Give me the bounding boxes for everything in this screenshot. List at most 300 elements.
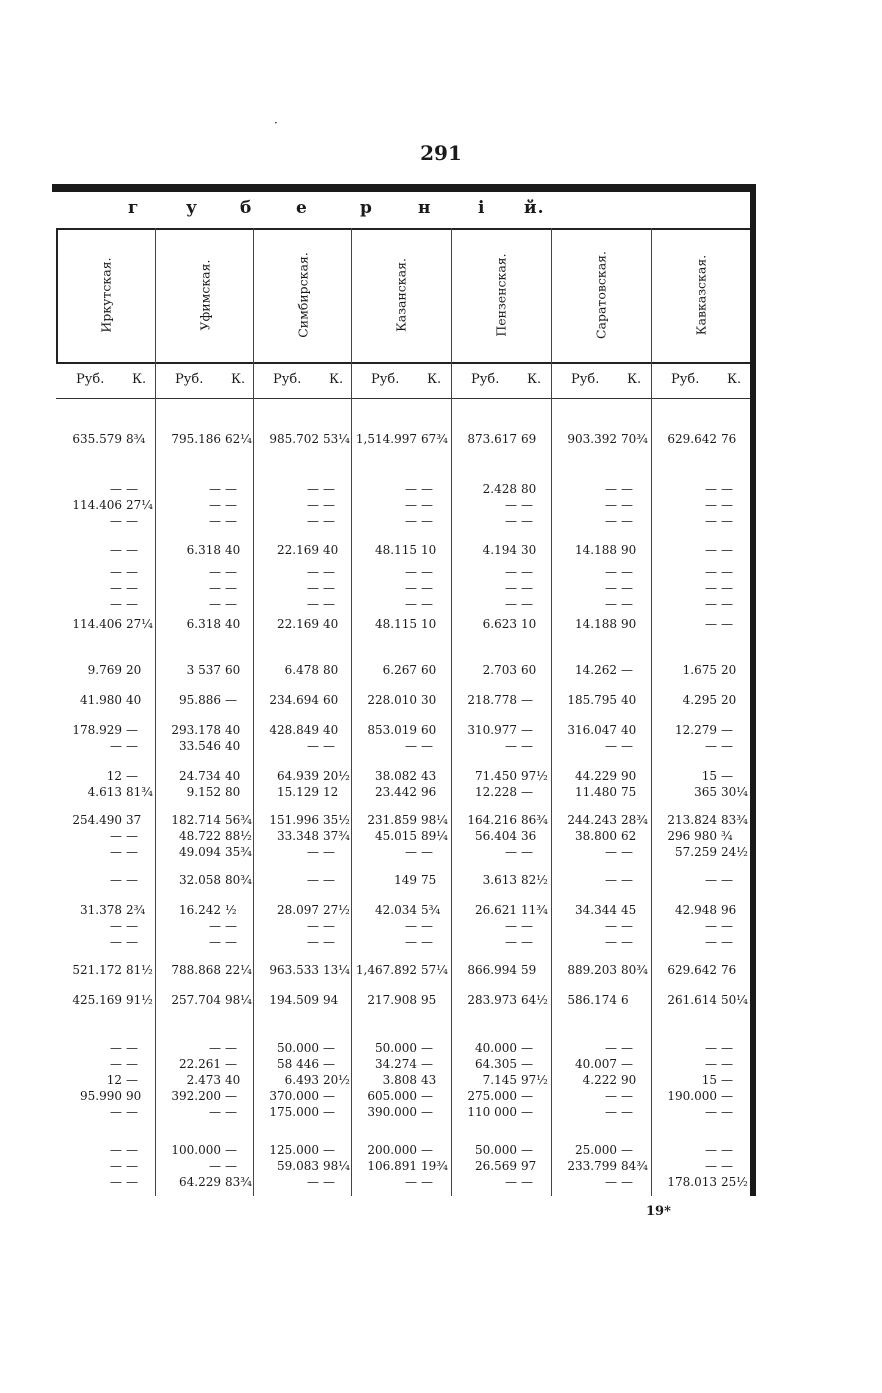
amount-rubles: — bbox=[209, 1041, 221, 1055]
unit-kop: К. bbox=[427, 372, 442, 387]
amount-kopecks: — bbox=[225, 919, 237, 933]
amount-kopecks: 59 bbox=[521, 963, 537, 977]
amount-rubles: 392.200 bbox=[171, 1089, 221, 1103]
amount-rubles: 6.623 bbox=[482, 617, 517, 631]
amount-rubles: 22.169 bbox=[277, 543, 319, 557]
amount-rubles: 200.000 bbox=[367, 1143, 417, 1157]
amount-kopecks: — bbox=[521, 1041, 533, 1055]
amount-kopecks: — bbox=[621, 1089, 633, 1103]
amount-kopecks: — bbox=[323, 935, 335, 949]
amount-rubles: — bbox=[110, 845, 122, 859]
amount-kopecks: 80 bbox=[521, 482, 537, 496]
amount-rubles: 244.243 bbox=[567, 813, 617, 827]
amount-kopecks: — bbox=[126, 829, 138, 843]
amount-kopecks: — bbox=[225, 597, 237, 611]
amount-kopecks: 94 bbox=[323, 993, 339, 1007]
amount-kopecks: — bbox=[521, 514, 533, 528]
amount-kopecks: 40 bbox=[621, 723, 637, 737]
amount-rubles: — bbox=[209, 482, 221, 496]
amount-kopecks: — bbox=[721, 1105, 733, 1119]
amount-kopecks: — bbox=[225, 693, 237, 707]
amount-rubles: 11.480 bbox=[575, 785, 617, 799]
amount-kopecks: 75 bbox=[621, 785, 637, 799]
amount-rubles: 95.990 bbox=[80, 1089, 122, 1103]
amount-kopecks: — bbox=[323, 1143, 335, 1157]
amount-kopecks: 50¼ bbox=[721, 993, 748, 1007]
amount-kopecks: 90 bbox=[621, 1073, 637, 1087]
column-divider bbox=[253, 228, 254, 1196]
amount-rubles: — bbox=[705, 482, 717, 496]
amount-rubles: — bbox=[307, 498, 319, 512]
amount-rubles: — bbox=[405, 935, 417, 949]
amount-rubles: 50.000 bbox=[475, 1143, 517, 1157]
amount-kopecks: — bbox=[421, 919, 433, 933]
amount-kopecks: — bbox=[421, 482, 433, 496]
amount-rubles: — bbox=[405, 581, 417, 595]
amount-rubles: 48.115 bbox=[375, 617, 417, 631]
amount-kopecks: — bbox=[421, 935, 433, 949]
amount-kopecks: 10 bbox=[421, 617, 437, 631]
amount-kopecks: 62 bbox=[621, 829, 637, 843]
amount-kopecks: — bbox=[323, 1089, 335, 1103]
amount-kopecks: — bbox=[521, 1143, 533, 1157]
amount-rubles: 218.778 bbox=[467, 693, 517, 707]
amount-rubles: — bbox=[505, 1175, 517, 1189]
column-header bbox=[155, 232, 255, 358]
unit-kop: К. bbox=[231, 372, 246, 387]
amount-rubles: 521.172 bbox=[72, 963, 122, 977]
amount-kopecks: 27¼ bbox=[126, 498, 153, 512]
amount-rubles: — bbox=[110, 919, 122, 933]
amount-rubles: 175.000 bbox=[269, 1105, 319, 1119]
amount-kopecks: — bbox=[721, 769, 733, 783]
amount-kopecks: 96 bbox=[721, 903, 737, 917]
amount-kopecks: 20 bbox=[126, 663, 142, 677]
amount-rubles: 1.675 bbox=[682, 663, 717, 677]
amount-rubles: — bbox=[110, 565, 122, 579]
amount-kopecks: — bbox=[521, 693, 533, 707]
amount-rubles: 23.442 bbox=[375, 785, 417, 799]
amount-rubles: 903.392 bbox=[567, 432, 617, 446]
amount-rubles: 231.859 bbox=[367, 813, 417, 827]
amount-rubles: — bbox=[605, 1089, 617, 1103]
amount-rubles: — bbox=[209, 919, 221, 933]
amount-rubles: 14.188 bbox=[575, 543, 617, 557]
header-rule bbox=[56, 228, 750, 230]
amount-rubles: — bbox=[705, 1041, 717, 1055]
amount-rubles: — bbox=[705, 873, 717, 887]
amount-rubles: — bbox=[705, 565, 717, 579]
amount-kopecks: — bbox=[521, 597, 533, 611]
amount-kopecks: — bbox=[521, 498, 533, 512]
amount-rubles: 100.000 bbox=[171, 1143, 221, 1157]
amount-rubles: 217.908 bbox=[367, 993, 417, 1007]
amount-rubles: 12.228 bbox=[475, 785, 517, 799]
amount-kopecks: — bbox=[126, 543, 138, 557]
amount-kopecks: — bbox=[126, 769, 138, 783]
amount-rubles: 194.509 bbox=[269, 993, 319, 1007]
amount-kopecks: — bbox=[721, 1089, 733, 1103]
amount-kopecks: 82½ bbox=[521, 873, 548, 887]
amount-rubles: — bbox=[209, 935, 221, 949]
amount-rubles: — bbox=[307, 935, 319, 949]
amount-rubles: — bbox=[110, 543, 122, 557]
amount-rubles: — bbox=[110, 935, 122, 949]
unit-rub: Руб. bbox=[371, 372, 400, 387]
amount-kopecks: — bbox=[721, 498, 733, 512]
amount-rubles: 14.188 bbox=[575, 617, 617, 631]
amount-rubles: — bbox=[605, 597, 617, 611]
amount-kopecks: 60 bbox=[421, 663, 437, 677]
amount-rubles: — bbox=[307, 514, 319, 528]
amount-rubles: 185.795 bbox=[567, 693, 617, 707]
amount-rubles: 425.169 bbox=[72, 993, 122, 1007]
amount-rubles: — bbox=[209, 498, 221, 512]
amount-kopecks: 95 bbox=[421, 993, 437, 1007]
amount-rubles: — bbox=[110, 1105, 122, 1119]
amount-kopecks: — bbox=[521, 723, 533, 737]
amount-kopecks: — bbox=[126, 1175, 138, 1189]
amount-rubles: — bbox=[705, 498, 717, 512]
amount-kopecks: 56¾ bbox=[225, 813, 252, 827]
amount-kopecks: — bbox=[225, 935, 237, 949]
amount-kopecks: 8¾ bbox=[126, 432, 146, 446]
amount-kopecks: 6 bbox=[621, 993, 629, 1007]
amount-kopecks: — bbox=[126, 935, 138, 949]
amount-rubles: — bbox=[307, 873, 319, 887]
amount-rubles: 190.000 bbox=[667, 1089, 717, 1103]
amount-kopecks: 90 bbox=[621, 769, 637, 783]
amount-rubles: 4.222 bbox=[582, 1073, 617, 1087]
amount-rubles: 31.378 bbox=[80, 903, 122, 917]
column-header bbox=[56, 232, 156, 358]
amount-kopecks: — bbox=[126, 1105, 138, 1119]
amount-kopecks: 75 bbox=[421, 873, 437, 887]
amount-rubles: 22.261 bbox=[179, 1057, 221, 1071]
amount-rubles: 6.478 bbox=[284, 663, 319, 677]
amount-kopecks: — bbox=[126, 581, 138, 595]
amount-kopecks: — bbox=[721, 617, 733, 631]
title-letter: н bbox=[418, 198, 432, 218]
amount-rubles: — bbox=[209, 597, 221, 611]
column-divider bbox=[651, 228, 652, 1196]
amount-kopecks: 19¾ bbox=[421, 1159, 448, 1173]
amount-kopecks: 69 bbox=[521, 432, 537, 446]
amount-kopecks: 98¼ bbox=[421, 813, 448, 827]
amount-rubles: 57.259 bbox=[675, 845, 717, 859]
amount-kopecks: — bbox=[323, 514, 335, 528]
amount-kopecks: — bbox=[323, 498, 335, 512]
amount-rubles: 95.886 bbox=[179, 693, 221, 707]
amount-rubles: — bbox=[307, 919, 319, 933]
column-header-label: Иркутская. bbox=[98, 257, 114, 333]
column-header bbox=[451, 232, 551, 358]
footer-signature: 19* bbox=[646, 1204, 671, 1219]
amount-rubles: 50.000 bbox=[375, 1041, 417, 1055]
amount-rubles: 7.145 bbox=[482, 1073, 517, 1087]
amount-rubles: — bbox=[307, 597, 319, 611]
amount-rubles: 228.010 bbox=[367, 693, 417, 707]
amount-kopecks: — bbox=[721, 581, 733, 595]
amount-rubles: 635.579 bbox=[72, 432, 122, 446]
amount-rubles: — bbox=[209, 581, 221, 595]
title-letter: і bbox=[478, 198, 486, 218]
amount-rubles: — bbox=[209, 1159, 221, 1173]
amount-rubles: — bbox=[307, 565, 319, 579]
amount-rubles: — bbox=[605, 581, 617, 595]
amount-kopecks: — bbox=[421, 1175, 433, 1189]
amount-rubles: 4.295 bbox=[682, 693, 717, 707]
amount-kopecks: — bbox=[621, 1041, 633, 1055]
amount-rubles: 48.722 bbox=[179, 829, 221, 843]
amount-rubles: 6.318 bbox=[186, 543, 221, 557]
amount-kopecks: — bbox=[721, 1041, 733, 1055]
amount-kopecks: — bbox=[421, 739, 433, 753]
amount-rubles: 296 980 bbox=[667, 829, 717, 843]
amount-rubles: — bbox=[505, 565, 517, 579]
amount-rubles: — bbox=[605, 498, 617, 512]
amount-kopecks: — bbox=[126, 514, 138, 528]
column-header bbox=[253, 232, 353, 358]
amount-rubles: 42.034 bbox=[375, 903, 417, 917]
amount-kopecks: — bbox=[721, 739, 733, 753]
column-header-label: Казанская. bbox=[393, 258, 409, 332]
amount-kopecks: 40 bbox=[225, 617, 241, 631]
amount-rubles: 795.186 bbox=[171, 432, 221, 446]
amount-rubles: — bbox=[307, 739, 319, 753]
amount-rubles: 12.279 bbox=[675, 723, 717, 737]
amount-kopecks: 37¾ bbox=[323, 829, 350, 843]
amount-rubles: 3 537 bbox=[186, 663, 221, 677]
amount-rubles: 64.229 bbox=[179, 1175, 221, 1189]
amount-kopecks: — bbox=[621, 597, 633, 611]
title-letter: р bbox=[360, 198, 373, 218]
amount-rubles: — bbox=[110, 1175, 122, 1189]
amount-rubles: 56.404 bbox=[475, 829, 517, 843]
amount-kopecks: — bbox=[323, 1105, 335, 1119]
amount-rubles: — bbox=[505, 739, 517, 753]
amount-rubles: — bbox=[209, 1105, 221, 1119]
amount-rubles: 125.000 bbox=[269, 1143, 319, 1157]
amount-kopecks: — bbox=[521, 1089, 533, 1103]
amount-kopecks: 11¾ bbox=[521, 903, 548, 917]
unit-kop: К. bbox=[727, 372, 742, 387]
amount-rubles: 28.097 bbox=[277, 903, 319, 917]
amount-kopecks: 60 bbox=[225, 663, 241, 677]
amount-rubles: 151.996 bbox=[269, 813, 319, 827]
amount-rubles: 370.000 bbox=[269, 1089, 319, 1103]
amount-rubles: 788.868 bbox=[171, 963, 221, 977]
amount-rubles: — bbox=[110, 1143, 122, 1157]
amount-rubles: — bbox=[110, 581, 122, 595]
amount-rubles: — bbox=[405, 498, 417, 512]
amount-kopecks: — bbox=[323, 739, 335, 753]
column-header-label: Симбирская. bbox=[295, 252, 311, 338]
amount-rubles: 6.318 bbox=[186, 617, 221, 631]
amount-rubles: — bbox=[405, 597, 417, 611]
amount-kopecks: 98¼ bbox=[323, 1159, 350, 1173]
amount-rubles: 34.344 bbox=[575, 903, 617, 917]
amount-rubles: 889.203 bbox=[567, 963, 617, 977]
amount-kopecks: 27¼ bbox=[126, 617, 153, 631]
amount-kopecks: 40 bbox=[225, 543, 241, 557]
amount-rubles: 866.994 bbox=[467, 963, 517, 977]
amount-rubles: 9.152 bbox=[186, 785, 221, 799]
amount-rubles: — bbox=[110, 1041, 122, 1055]
column-divider bbox=[155, 228, 156, 1196]
column-divider bbox=[451, 228, 452, 1196]
amount-rubles: 586.174 bbox=[567, 993, 617, 1007]
amount-rubles: — bbox=[405, 482, 417, 496]
column-divider bbox=[551, 228, 552, 1196]
amount-kopecks: 81½ bbox=[126, 963, 153, 977]
amount-kopecks: 37 bbox=[126, 813, 142, 827]
amount-rubles: 114.406 bbox=[72, 617, 122, 631]
amount-rubles: 234.694 bbox=[269, 693, 319, 707]
amount-kopecks: 97½ bbox=[521, 769, 548, 783]
amount-kopecks: 80¾ bbox=[621, 963, 648, 977]
amount-rubles: — bbox=[505, 597, 517, 611]
column-header bbox=[351, 232, 451, 358]
amount-rubles: 390.000 bbox=[367, 1105, 417, 1119]
amount-rubles: 149 bbox=[394, 873, 417, 887]
amount-kopecks: 30¼ bbox=[721, 785, 748, 799]
amount-rubles: — bbox=[110, 514, 122, 528]
amount-rubles: 428.849 bbox=[269, 723, 319, 737]
page-number: 291 bbox=[420, 141, 462, 165]
amount-kopecks: — bbox=[521, 845, 533, 859]
amount-kopecks: — bbox=[621, 1105, 633, 1119]
amount-rubles: — bbox=[505, 498, 517, 512]
column-header-label: Уфимская. bbox=[197, 259, 213, 331]
amount-kopecks: 80¾ bbox=[225, 873, 252, 887]
amount-rubles: 1,514.997 bbox=[355, 432, 417, 446]
amount-kopecks: — bbox=[621, 919, 633, 933]
amount-rubles: — bbox=[405, 1175, 417, 1189]
title-letter: й. bbox=[524, 198, 545, 218]
amount-kopecks: 57¼ bbox=[421, 963, 448, 977]
amount-kopecks: — bbox=[323, 1175, 335, 1189]
amount-kopecks: — bbox=[621, 1175, 633, 1189]
column-header bbox=[651, 232, 751, 358]
column-header-label: Кавказская. bbox=[693, 254, 709, 336]
amount-kopecks: — bbox=[126, 845, 138, 859]
amount-kopecks: — bbox=[421, 514, 433, 528]
amount-rubles: — bbox=[405, 565, 417, 579]
amount-rubles: 15.129 bbox=[277, 785, 319, 799]
stray-mark: · bbox=[274, 116, 278, 130]
amount-rubles: — bbox=[405, 845, 417, 859]
amount-kopecks: — bbox=[621, 482, 633, 496]
amount-rubles: 26.569 bbox=[475, 1159, 517, 1173]
amount-kopecks: — bbox=[126, 1143, 138, 1157]
amount-rubles: 32.058 bbox=[179, 873, 221, 887]
top-rule bbox=[52, 184, 755, 192]
amount-kopecks: — bbox=[521, 1175, 533, 1189]
amount-kopecks: — bbox=[421, 1057, 433, 1071]
unit-rub: Руб. bbox=[571, 372, 600, 387]
amount-kopecks: 97 bbox=[521, 1159, 537, 1173]
amount-rubles: 2.473 bbox=[186, 1073, 221, 1087]
amount-rubles: 9.769 bbox=[87, 663, 122, 677]
amount-kopecks: 64½ bbox=[521, 993, 548, 1007]
amount-rubles: 257.704 bbox=[171, 993, 221, 1007]
amount-rubles: — bbox=[605, 1041, 617, 1055]
amount-rubles: — bbox=[605, 1175, 617, 1189]
amount-rubles: — bbox=[110, 739, 122, 753]
amount-rubles: 33.348 bbox=[277, 829, 319, 843]
title-letter: е bbox=[296, 198, 308, 218]
amount-rubles: — bbox=[705, 514, 717, 528]
amount-rubles: — bbox=[110, 597, 122, 611]
amount-kopecks: 12 bbox=[323, 785, 339, 799]
amount-kopecks: — bbox=[126, 919, 138, 933]
amount-rubles: 26.621 bbox=[475, 903, 517, 917]
amount-kopecks: 98¼ bbox=[225, 993, 252, 1007]
amount-rubles: — bbox=[505, 581, 517, 595]
amount-rubles: — bbox=[209, 514, 221, 528]
amount-kopecks: — bbox=[721, 1159, 733, 1173]
amount-rubles: — bbox=[705, 617, 717, 631]
amount-rubles: 12 bbox=[106, 1073, 122, 1087]
amount-kopecks: 83¾ bbox=[225, 1175, 252, 1189]
amount-rubles: 15 bbox=[701, 1073, 717, 1087]
amount-kopecks: — bbox=[721, 1073, 733, 1087]
amount-kopecks: — bbox=[721, 565, 733, 579]
amount-rubles: 48.115 bbox=[375, 543, 417, 557]
amount-rubles: 164.216 bbox=[467, 813, 517, 827]
amount-rubles: — bbox=[705, 739, 717, 753]
amount-rubles: — bbox=[110, 829, 122, 843]
amount-rubles: — bbox=[705, 919, 717, 933]
amount-rubles: — bbox=[505, 514, 517, 528]
amount-kopecks: — bbox=[521, 935, 533, 949]
amount-kopecks: 83¾ bbox=[721, 813, 748, 827]
amount-kopecks: — bbox=[126, 482, 138, 496]
amount-kopecks: 5¾ bbox=[421, 903, 441, 917]
amount-kopecks: — bbox=[721, 919, 733, 933]
amount-kopecks: — bbox=[621, 514, 633, 528]
amount-kopecks: 70¾ bbox=[621, 432, 648, 446]
amount-kopecks: ¾ bbox=[721, 829, 733, 843]
amount-kopecks: — bbox=[421, 845, 433, 859]
unit-kop: К. bbox=[132, 372, 147, 387]
amount-rubles: — bbox=[307, 581, 319, 595]
amount-rubles: 114.406 bbox=[72, 498, 122, 512]
column-header-label: Пензенская. bbox=[493, 253, 509, 337]
amount-kopecks: 60 bbox=[421, 723, 437, 737]
amount-rubles: — bbox=[110, 873, 122, 887]
amount-rubles: 985.702 bbox=[269, 432, 319, 446]
amount-rubles: — bbox=[110, 1159, 122, 1173]
amount-rubles: 3.808 bbox=[382, 1073, 417, 1087]
amount-kopecks: 22¼ bbox=[225, 963, 252, 977]
amount-rubles: 261.614 bbox=[667, 993, 717, 1007]
amount-rubles: 853.019 bbox=[367, 723, 417, 737]
amount-rubles: — bbox=[505, 935, 517, 949]
amount-rubles: 40.007 bbox=[575, 1057, 617, 1071]
amount-rubles: — bbox=[705, 581, 717, 595]
amount-rubles: 38.800 bbox=[575, 829, 617, 843]
amount-kopecks: — bbox=[225, 1041, 237, 1055]
amount-kopecks: — bbox=[721, 873, 733, 887]
amount-kopecks: — bbox=[126, 1041, 138, 1055]
amount-kopecks: — bbox=[225, 1159, 237, 1173]
unit-kop: К. bbox=[627, 372, 642, 387]
amount-rubles: 233.799 bbox=[567, 1159, 617, 1173]
amount-kopecks: 88½ bbox=[225, 829, 252, 843]
amount-rubles: 40.000 bbox=[475, 1041, 517, 1055]
